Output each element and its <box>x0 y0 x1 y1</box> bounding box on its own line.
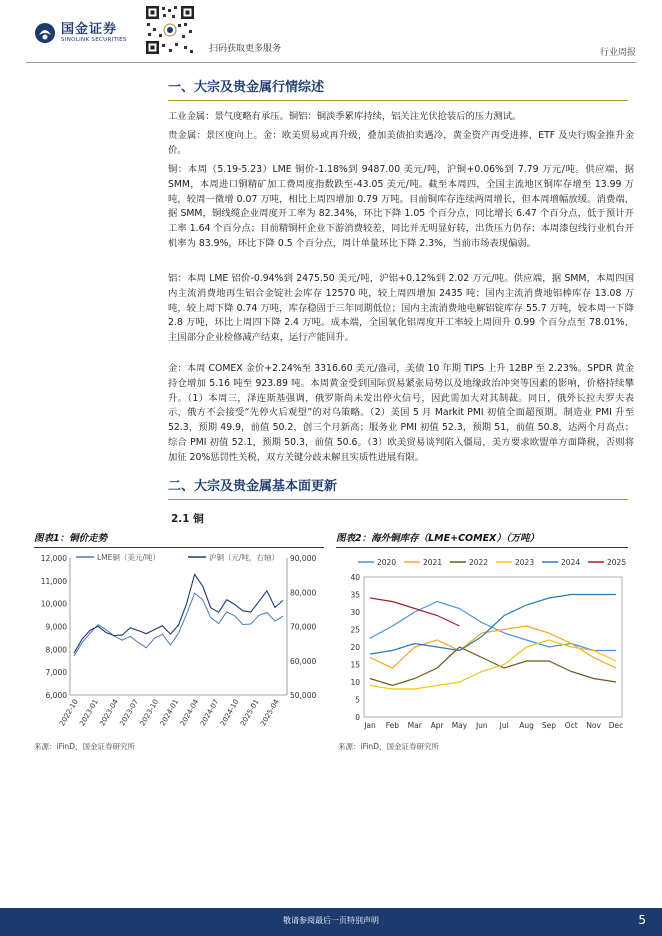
legend-label-2021: 2021 <box>423 558 443 567</box>
figure-1-title: 图表1：铜价走势 <box>34 532 324 548</box>
x-tick-label: Jun <box>475 721 488 730</box>
x-tick-label: 2023-01 <box>78 698 100 728</box>
copper-price-chart <box>30 550 332 734</box>
x-tick-label: May <box>451 721 468 730</box>
logo-name-en: SINOLINK SECURITIES <box>61 36 127 43</box>
company-logo <box>34 22 127 44</box>
x-tick-label: 2024-04 <box>178 698 201 728</box>
y-tick-label: 30 <box>350 608 360 617</box>
legend-label-2020: 2020 <box>377 558 397 567</box>
x-tick-label: Jul <box>499 721 509 730</box>
series-line-2023 <box>370 640 616 689</box>
logo-name-cn: 国金证券 <box>61 21 118 37</box>
right-y-tick-label: 90,000 <box>290 554 317 563</box>
footer-disclaimer-note: 敬请参阅最后一页特别声明 <box>283 916 379 925</box>
y-tick-label: 5 <box>355 695 360 705</box>
x-tick-label: 2025-04 <box>259 698 281 728</box>
page-header <box>0 0 662 62</box>
y-tick-label: 0 <box>355 713 360 722</box>
legend-label-2022: 2022 <box>469 558 489 567</box>
legend-label-2023: 2023 <box>515 558 535 567</box>
y-tick-label: 25 <box>350 625 360 635</box>
x-tick-label: 2024-10 <box>218 698 241 728</box>
x-tick-label: Aug <box>519 721 534 730</box>
paragraph-copper: 铜：本周（5.19-5.23）LME 铜价-1.18%到 9487.00 美元/吨，沪铜+0.06%到 7.79 万元/吨。供应端，据 SMM，本周进口铜精矿加工费周度指数跌至-43.05 美元/吨。截至本周四，全国主流地区铜库存增至 13.99 万吨，较周一微增 0.07 万吨，相比上周四增加 0.79 万吨。目前铜库存连续两周增长，但本周增幅放缓。消费端，据 SMM，铜线缆企业周度开工率为 82.34%，环比下降 1.05 个百分点，同比增长 6.47 个百分点，低于预计开工率 1.64 个百分点；目前精铜杆企业下游消费较差，同比并无明显好转，出货压力仍存；本周漆包线行业机台开机率为 83.9%，环比下降 0.5 个百分点，周计单量环比下降 2.3%，当前市场表现偏弱。 <box>168 164 634 249</box>
x-tick-label: Feb <box>385 721 400 730</box>
x-tick-label: Oct <box>564 721 578 730</box>
y-tick-label: 15 <box>350 660 360 670</box>
figure-2-source: 来源：iFinD，国金证券研究所 <box>338 742 439 751</box>
series-line-2021 <box>370 626 616 668</box>
x-tick-label: 2023-04 <box>98 698 120 728</box>
x-tick-label: 2024-07 <box>198 698 221 728</box>
subsection-title-copper: 2.1 铜 <box>171 513 204 525</box>
page-number: 5 <box>638 913 646 927</box>
series-line-2024 <box>370 595 616 655</box>
paragraph-gold: 金：本周 COMEX 金价+2.24%至 3316.60 美元/盎司，美债 10 年期 TIPS 上升 12BP 至 2.23%。SPDR 黄金持仓增加 5.16 吨至 923.89 吨。本周黄金受到国际贸易紧张局势以及地缘政治冲突等因素的影响，价格持续攀升。（1）本周三，泽连斯基强调，俄罗斯尚未发出停火信号，因此需加大对其制裁。同日，俄外长拉夫罗夫表示，俄方不会接受“先停火后观望”的对乌策略。（2）美国 5 月 Markit PMI 初值全面超预期。制造业 PMI 升至 52.3，预期 49.9，前值 50.2，创三个月新高；服务业 PMI 初值 52.3，预期 51，前值 50.8，达两个月高点；综合 PMI 初值 52.1，预期 50.3，前值 50.6。（3）欧美贸易谈判陷入僵局，美方要求欧盟单方面降税，否则将加征 20%惩罚性关税，双方关键分歧未解且实质性进展有限。 <box>168 363 634 463</box>
legend-label-2025: 2025 <box>607 558 627 567</box>
section-title-fundamentals: 二、大宗及贵金属基本面更新 <box>168 477 628 500</box>
x-tick-label: Mar <box>407 721 422 730</box>
left-y-tick-label: 10,000 <box>40 599 67 609</box>
qr-caption: 扫码获取更多服务 <box>209 44 282 54</box>
right-y-tick-label: 80,000 <box>290 588 317 598</box>
paragraph-precious-metals: 贵金属：景区度向上。金：欧美贸易或再升级，叠加美债拍卖遇冷，黄金资产再受进捧，ETF 及央行购金推升金价。 <box>168 130 634 156</box>
legend-lme-label: LME铜（美元/吨） <box>97 553 160 562</box>
paragraph-aluminum: 铝：本周 LME 铝价-0.94%到 2475.50 美元/吨，沪铝+0.12%到 2.02 万元/吨。供应端，据 SMM，本周四国内主流消费地再生铝合金锭社会库存 12570 吨，较上周四增加 2435 吨；国内主流消费地铝棒库存 13.08 万吨，较上周下降 0.74 万吨，库存稳固于三年同期低位；国内主流消费地电解铝锭库存 55.7 万吨，较本周一下降 2.8 万吨，环比上周四下降 2.4 万吨。成本端，全国氧化铝周度开工率较上周回升 0.99 个百分点至 78.01%，主国部分企业检修减产结束，运行产能回升。 <box>168 273 634 344</box>
y-tick-label: 40 <box>350 573 360 582</box>
x-tick-label: Nov <box>586 721 601 730</box>
x-tick-label: 2025-01 <box>239 698 261 728</box>
x-tick-label: Dec <box>608 721 624 730</box>
left-y-tick-label: 9,000 <box>45 622 67 632</box>
x-tick-label: 2023-10 <box>138 698 161 728</box>
left-y-tick-label: 12,000 <box>40 554 67 563</box>
paragraph-industrial-metals: 工业金属：景气度略有承压。铜铝：铜淡季累库持续，铝关注光伏抢装后的压力测试。 <box>168 111 522 122</box>
right-y-tick-label: 70,000 <box>290 622 317 632</box>
right-y-tick-label: 60,000 <box>290 656 317 666</box>
x-tick-label: 2024-01 <box>158 698 181 728</box>
x-tick-label: Sep <box>541 721 556 730</box>
qr-code-icon[interactable] <box>144 4 196 56</box>
left-y-tick-label: 6,000 <box>45 691 67 700</box>
right-y-tick-label: 50,000 <box>290 691 317 700</box>
x-tick-label: 2022-10 <box>58 698 80 728</box>
x-tick-label: 2023-07 <box>118 698 141 728</box>
x-tick-label: Jan <box>364 721 376 730</box>
x-tick-label: Apr <box>430 721 444 730</box>
doc-type-label: 行业周报 <box>599 48 636 58</box>
copper-inventory-chart <box>336 550 630 734</box>
legend-shfe-label: 沪铜（元/吨，右轴） <box>209 553 280 562</box>
y-tick-label: 10 <box>350 678 360 687</box>
header-divider <box>26 62 636 63</box>
shfe-copper-series-line <box>74 574 283 653</box>
y-tick-label: 35 <box>350 590 360 600</box>
figure-2-title: 图表2：海外铜库存（LME+COMEX）（万吨） <box>336 532 628 548</box>
logo-emblem-icon <box>34 22 56 44</box>
series-line-2022 <box>370 647 616 686</box>
left-y-tick-label: 11,000 <box>40 576 67 586</box>
figure-1-source: 来源：iFinD，国金证券研究所 <box>34 742 135 751</box>
left-y-tick-label: 7,000 <box>45 668 67 678</box>
left-y-tick-label: 8,000 <box>45 645 67 655</box>
legend-label-2024: 2024 <box>561 558 581 567</box>
section-title-market-review: 一、大宗及贵金属行情综述 <box>168 78 628 101</box>
y-tick-label: 20 <box>350 643 360 652</box>
